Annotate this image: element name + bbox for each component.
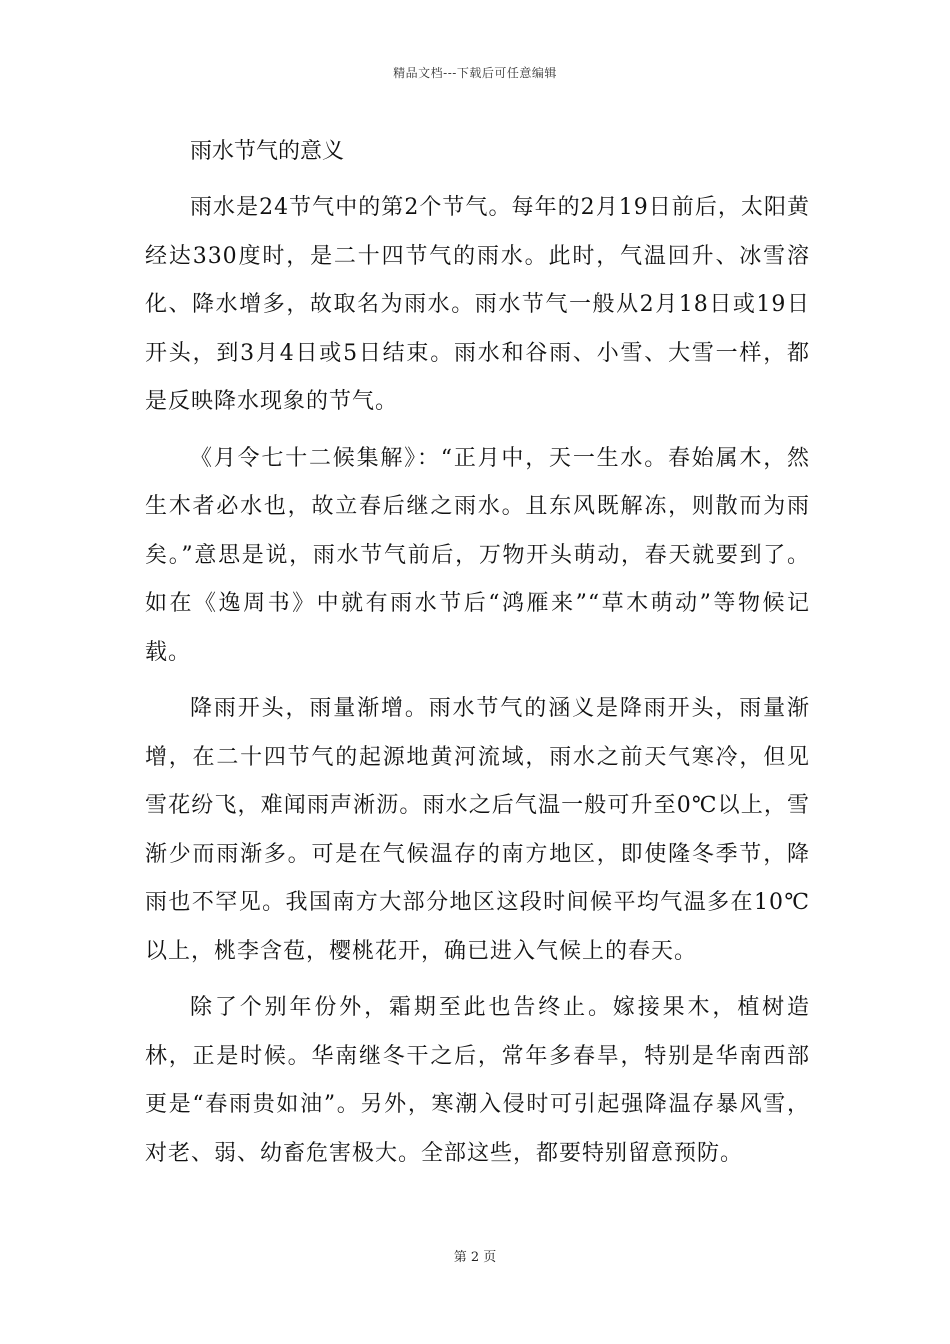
paragraph-frost: 除了个别年份外，霜期至此也告终止。嫁接果木，植树造林，正是时候。华南继冬干之后，常年多春旱，特别是华南西部更是“春雨贵如油”。另外，寒潮入侵时可引起强降温存暴风雪，对老、弱、幼畜危害极大。全部这些，都要特别留意预防。 [145,995,810,1166]
document-title: 雨水节气的意义 [190,139,345,164]
paragraph-intro: 雨水是24节气中的第2个节气。每年的2月19日前后，太阳黄经达330度时，是二十四节气的雨水。此时，气温回升、冰雪溶化、降水增多，故取名为雨水。雨水节气一般从2月18日或19日开头，到3月4日或5日结束。雨水和谷雨、小雪、大雪一样，都是反映降水现象的节气。 [145,195,810,414]
document-body [145,128,810,1186]
paragraph-rainfall: 降雨开头，雨量渐增。雨水节气的涵义是降雨开头，雨量渐增，在二十四节气的起源地黄河流域，雨水之前天气寒冷，但见雪花纷飞，难闻雨声淅沥。雨水之后气温一般可升至0℃以上，雪渐少而雨渐多。可是在气候温存的南方地区，即使隆冬季节，降雨也不罕见。我国南方大部分地区这段时间候平均气温多在10℃以上，桃李含苞，樱桃花开，确已进入气候上的春天。 [145,696,810,964]
page-header: 精品文档---下载后可任意编辑 [393,66,557,80]
page-number: 第 2 页 [453,1250,497,1265]
paragraph-quote: 《月令七十二候集解》：“正月中，天一生水。春始属木，然生木者必水也，故立春后继之雨水。且东风既解冻，则散而为雨矣。”意思是说，雨水节气前后，万物开头萌动，春天就要到了。如在《逸周书》中就有雨水节后“鸿雁来”“草木萌动”等物候记载。 [145,445,810,665]
